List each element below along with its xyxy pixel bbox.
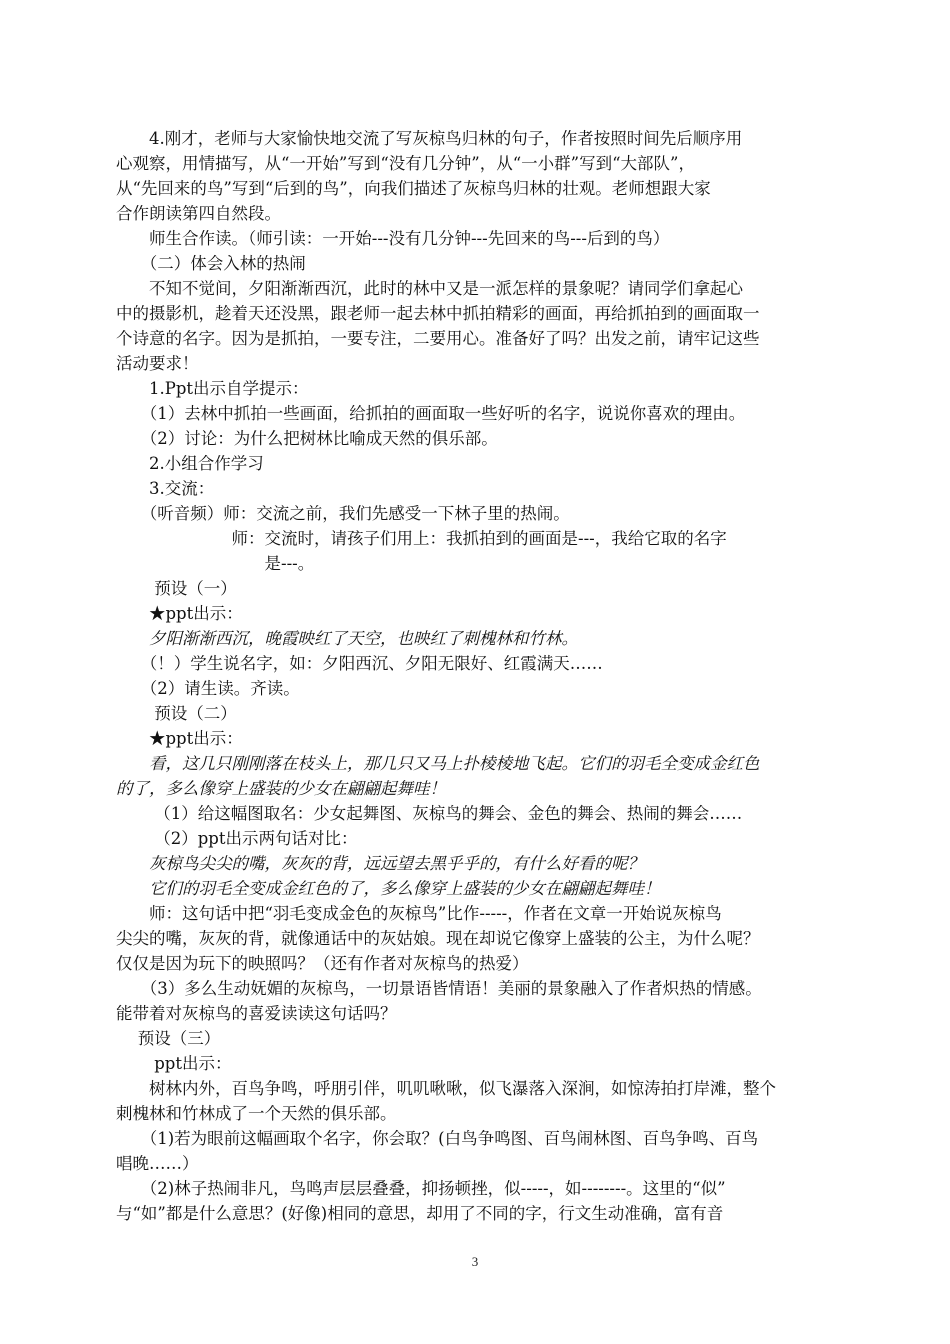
text-line: ppt出示： — [116, 1054, 232, 1073]
preset-heading: 预设（二） — [116, 704, 237, 723]
text-line: （2）请生读。齐读。 — [116, 679, 300, 698]
text-line: （2）讨论：为什么把树林比喻成天然的俱乐部。 — [116, 429, 498, 448]
text-line: 1.Ppt出示自学提示： — [116, 379, 309, 398]
page-number: 3 — [471, 1254, 479, 1269]
text-line: 树林内外，百鸟争鸣，呼朋引伴，叽叽啾啾，似飞瀑落入深涧，如惊涛拍打岸滩，整个 — [116, 1079, 776, 1098]
text-line: 不知不觉间，夕阳渐渐西沉，此时的林中又是一派怎样的景象呢？请同学们拿起心 — [116, 279, 743, 298]
text-line: （听音频）师：交流之前，我们先感受一下林子里的热闹。 — [116, 504, 570, 523]
text-line: 尖尖的嘴，灰灰的背，就像通话中的灰姑娘。现在却说它像穿上盛装的公主，为什么呢？ — [116, 929, 760, 948]
text-line: 唱晚……） — [116, 1154, 199, 1173]
preset-heading: 预设（三） — [116, 1029, 221, 1048]
text-line: （1）给这幅图取名：少女起舞图、灰椋鸟的舞会、金色的舞会、热闹的舞会…… — [116, 804, 743, 823]
text-line: 从“先回来的鸟”写到“后到的鸟”，向我们描述了灰椋鸟归林的壮观。老师想跟大家 — [116, 179, 711, 198]
text-line: 活动要求！ — [116, 354, 199, 373]
text-line: 个诗意的名字。因为是抓拍，一要专注，二要用心。准备好了吗？出发之前，请牢记这些 — [116, 329, 760, 348]
text-line: 与“如”都是什么意思？(好像)相同的意思，却用了不同的字，行文生动准确，富有音 — [116, 1204, 724, 1223]
text-line: （2)林子热闹非凡，鸟鸣声层层叠叠，抑扬顿挫，似-----，如--------。这里的“似” — [116, 1179, 726, 1198]
text-line: 刺槐林和竹林成了一个天然的俱乐部。 — [116, 1104, 397, 1123]
quote-line: 它们的羽毛全变成金红色的了，多么像穿上盛装的少女在翩翩起舞哇！ — [116, 879, 661, 898]
text-line: （1）去林中抓拍一些画面，给抓拍的画面取一些好听的名字，说说你喜欢的理由。 — [116, 404, 746, 423]
text-line: 2.小组合作学习 — [116, 454, 264, 473]
text-line: ★ppt出示： — [116, 729, 243, 748]
quote-line: 的了，多么像穿上盛装的少女在翩翩起舞哇！ — [116, 779, 446, 798]
text-line: 是---。 — [116, 554, 315, 573]
text-line: （！）学生说名字，如：夕阳西沉、夕阳无限好、红霞满天…… — [116, 654, 603, 673]
text-line: 师：交流时，请孩子们用上：我抓拍到的画面是---，我给它取的名字 — [116, 529, 727, 548]
quote-line: 夕阳渐渐西沉，晚霞映红了天空，也映红了刺槐林和竹林。 — [116, 629, 578, 648]
text-line: 合作朗读第四自然段。 — [116, 204, 281, 223]
text-line: （3）多么生动妩媚的灰椋鸟，一切景语皆情语！美丽的景象融入了作者炽热的情感。 — [116, 979, 762, 998]
text-line: 3.交流： — [116, 479, 215, 498]
text-line: （2）ppt出示两句话对比： — [116, 829, 358, 848]
text-line: 4.刚才，老师与大家愉快地交流了写灰椋鸟归林的句子，作者按照时间先后顺序用 — [116, 129, 743, 148]
text-line: （1)若为眼前这幅画取个名字，你会取？(白鸟争鸣图、百鸟闹林图、百鸟争鸣、百鸟 — [116, 1129, 759, 1148]
text-line: 师：这句话中把“羽毛变成金色的灰椋鸟”比作-----，作者在文章一开始说灰椋鸟 — [116, 904, 722, 923]
text-line: ★ppt出示： — [116, 604, 243, 623]
text-line: 师生合作读。（师引读：一开始---没有几分钟---先回来的鸟---后到的鸟） — [116, 229, 670, 248]
quote-line: 灰椋鸟尖尖的嘴，灰灰的背，远远望去黑乎乎的，有什么好看的呢？ — [116, 854, 644, 873]
text-line: 心观察，用情描写，从“一开始”写到“没有几分钟”，从“一小群”写到“大部队”， — [116, 154, 695, 173]
text-line: 仅仅是因为玩下的映照吗？（还有作者对灰椋鸟的热爱） — [116, 954, 529, 973]
section-heading: （二）体会入林的热闹 — [116, 254, 306, 273]
preset-heading: 预设（一） — [116, 579, 237, 598]
text-line: 中的摄影机，趁着天还没黑，跟老师一起去林中抓拍精彩的画面，再给抓拍到的画面取一 — [116, 304, 760, 323]
text-line: 能带着对灰椋鸟的喜爱读读这句话吗？ — [116, 1004, 397, 1023]
quote-line: 看，这几只刚刚落在枝头上，那几只又马上扑棱棱地飞起。它们的羽毛全变成金红色 — [116, 754, 760, 773]
